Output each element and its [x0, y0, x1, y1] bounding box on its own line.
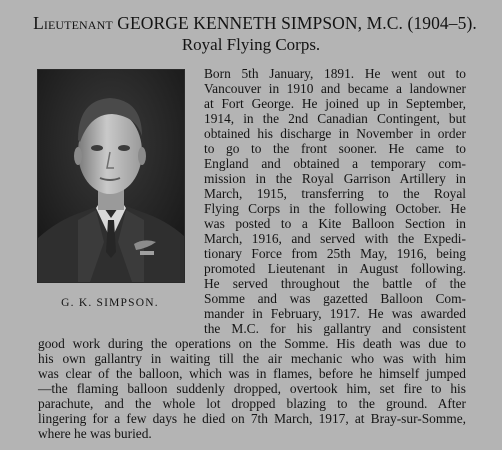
- text-line: Vancouver in 1910 and became a landowner: [204, 81, 466, 96]
- text-line: obtained his discharge in November in order: [204, 126, 466, 141]
- text-line: good work during the operations on the Somme. His death was due to: [38, 336, 466, 351]
- text-line: mander in February, 1917. He was awarded: [204, 306, 466, 321]
- text-line: March, 1915, transferring to the Royal: [204, 186, 466, 201]
- text-line: Somme and was gazetted Balloon Com-: [204, 291, 466, 306]
- text-line: where he was buried.: [38, 426, 152, 441]
- text-line: Born 5th January, 1891. He went out to: [204, 66, 466, 81]
- text-line: was posted to a Kite Balloon Section in: [204, 216, 466, 231]
- text-line: He served throughout the battle of the: [204, 276, 466, 291]
- text-line: England and obtained a temporary com-: [204, 156, 466, 171]
- text-line: to go to the front sooner. He came to: [204, 141, 466, 156]
- text-line: was clear of the balloon, which was in flames, before he himself jumped: [38, 366, 466, 381]
- text-line: at Fort George. He joined up in September,: [204, 96, 466, 111]
- text-line: 1914, in the 2nd Canadian Contingent, but: [204, 111, 466, 126]
- text-line: March, 1916, and served with the Expedi-: [204, 231, 466, 246]
- unit-subtitle: Royal Flying Corps.: [181, 35, 321, 54]
- text-line: the M.C. for his gallantry and consistent: [204, 321, 466, 336]
- text-line: his own gallantry in waiting till the air mechanic who was with him: [38, 351, 466, 366]
- officer-name: GEORGE KENNETH SIMPSON, M.C. (1904–5).: [117, 13, 477, 33]
- photo-caption: G. K. SIMPSON.: [61, 297, 159, 309]
- rank-label: Lieutenant: [33, 13, 113, 33]
- text-line: —the flaming balloon suddenly dropped, overtook him, set fire to his: [38, 381, 466, 396]
- text-line: promoted Lieutenant in August following.: [204, 261, 466, 276]
- text-line: Flying Corps in the following October. He: [204, 201, 466, 216]
- portrait-photo: [37, 69, 185, 283]
- text-line: mission in the Royal Garrison Artillery in: [204, 171, 466, 186]
- text-line: lingering for a few days he died on 7th March, 1917, at Bray-sur-Somme,: [38, 411, 466, 426]
- portrait-image: [38, 70, 184, 282]
- page-title: [24, 13, 486, 34]
- text-line: parachute, and the whole lot dropped blazing to the ground. After: [38, 396, 466, 411]
- text-line: tionary Force from 25th May, 1916, being: [204, 246, 466, 261]
